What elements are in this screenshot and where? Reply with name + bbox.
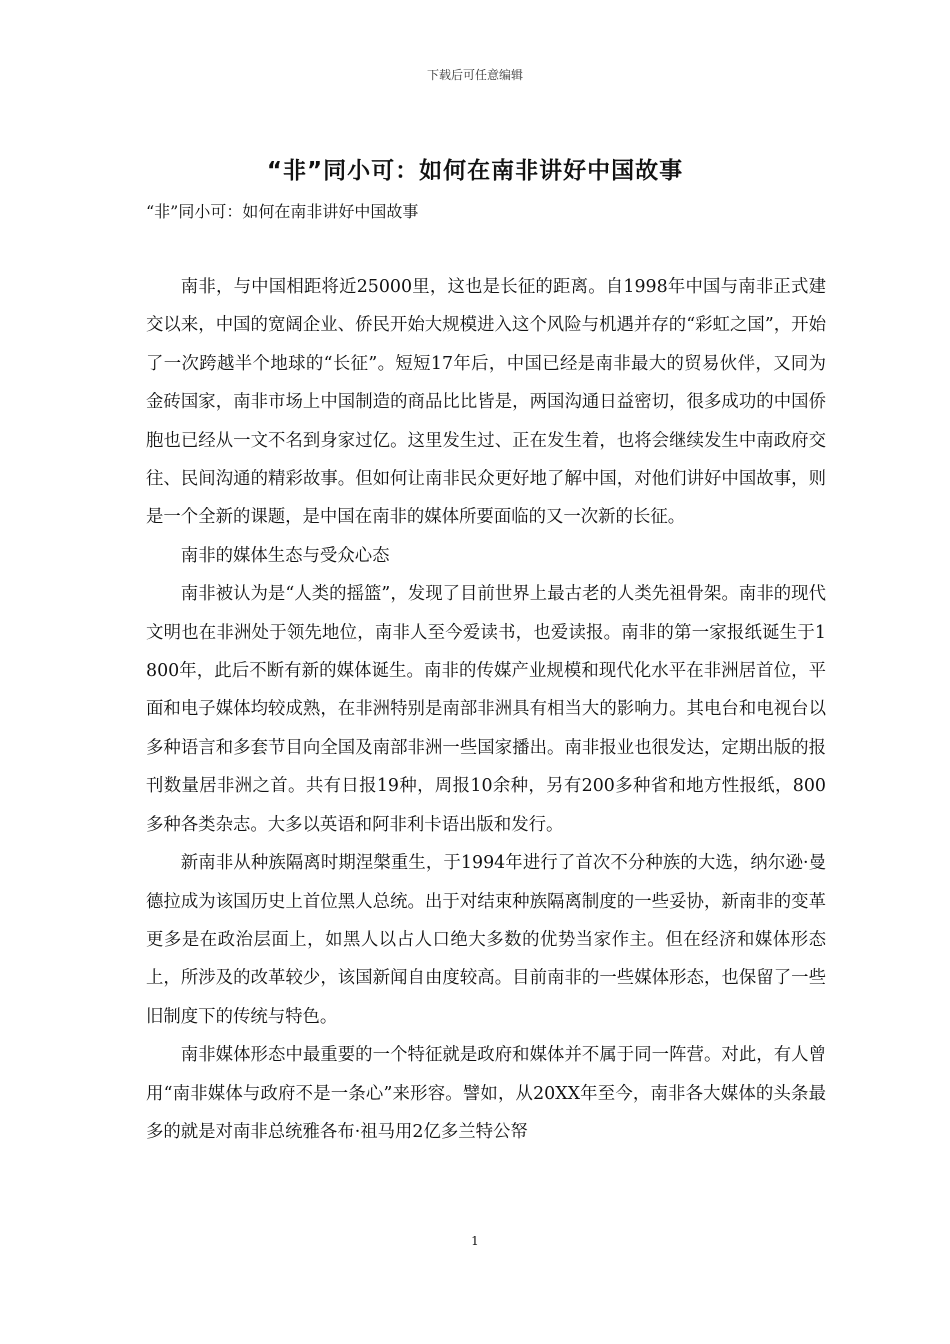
paragraph-media-government: 南非媒体形态中最重要的一个特征就是政府和媒体并不属于同一阵营。对此，有人曾用“南非媒体与政府不是一条心”来形容。譬如，从20XX年至今，南非各大媒体的头条最多的就是对南非总统雅各布·祖马用2亿多兰特公帑: [146, 1045, 826, 1142]
paragraph-intro: 南非，与中国相距将近25000里，这也是长征的距离。自1998年中国与南非正式建交以来，中国的宽阔企业、侨民开始大规模进入这个风险与机遇并存的“彩虹之国”，开始了一次跨越半个地球的“长征”。短短17年后，中国已经是南非最大的贸易伙伴，又同为金砖国家，南非市场上中国制造的商品比比皆是，两国沟通日益密切，很多成功的中国侨胞也已经从一文不名到身家过亿。这里发生过、正在发生着，也将会继续发生中南政府交往、民间沟通的精彩故事。但如何让南非民众更好地了解中国，对他们讲好中国故事，则是一个全新的课题，是中国在南非的媒体所要面临的又一次新的长征。: [146, 277, 826, 528]
document-body: [146, 268, 826, 1151]
paragraph-new-south-africa: 新南非从种族隔离时期涅槃重生，于1994年进行了首次不分种族的大选，纳尔逊·曼德拉成为该国历史上首位黑人总统。出于对结束种族隔离制度的一些妥协，新南非的变革更多是在政治层面上，如黑人以占人口绝大多数的优势当家作主。但在经济和媒体形态上，所涉及的改革较少，该国新闻自由度较高。目前南非的一些媒体形态，也保留了一些旧制度下的传统与特色。: [146, 853, 826, 1027]
document-title: “非”同小可：如何在南非讲好中国故事: [266, 158, 684, 184]
section-heading-media-ecology: 南非的媒体生态与受众心态: [180, 545, 390, 566]
document-subtitle: “非”同小可：如何在南非讲好中国故事: [146, 202, 419, 221]
page-header-note: 下载后可任意编辑: [426, 68, 523, 82]
page-number: 1: [471, 1234, 479, 1248]
paragraph-media-overview: 南非被认为是“人类的摇篮”，发现了目前世界上最古老的人类先祖骨架。南非的现代文明也在非洲处于领先地位，南非人至今爱读书，也爱读报。南非的第一家报纸诞生于1800年，此后不断有新的媒体诞生。南非的传媒产业规模和现代化水平在非洲居首位，平面和电子媒体均较成熟，在非洲特别是南部非洲具有相当大的影响力。其电台和电视台以多种语言和多套节目向全国及南部非洲一些国家播出。南非报业也很发达，定期出版的报刊数量居非洲之首。共有日报19种，周报10余种，另有200多种省和地方性报纸，800多种各类杂志。大多以英语和阿非利卡语出版和发行。: [146, 584, 826, 835]
